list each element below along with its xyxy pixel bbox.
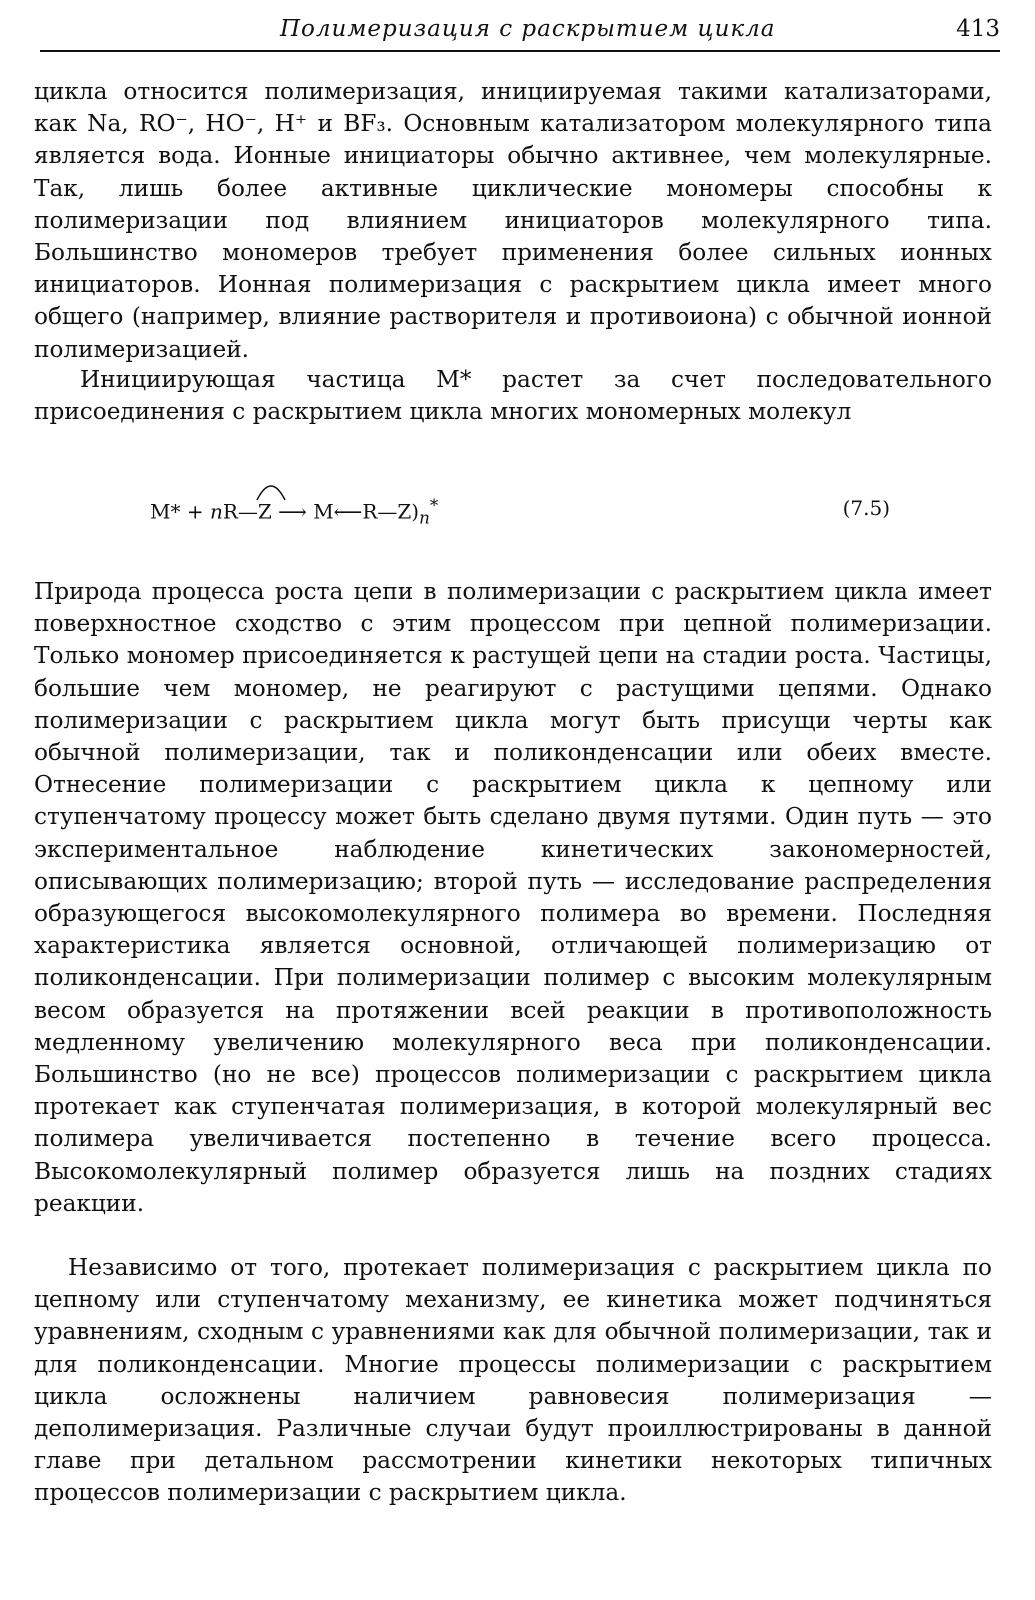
equation-subscript-n: n (419, 508, 430, 528)
paragraph-4: Независимо от того, протекает полимеризация с раскрытием цикла по цепному или ступенчатому механизму, ее кинетика может подчиняться уравнениям, сходным с уравнениями как для обычной полимеризации, так и для поликонденсации. Многие процессы полимеризации с раскрытием цикла осложнены наличием равновесия полимеризация — деполимеризация. Различные случаи будут проиллюстрированы в данной главе при детальном рассмотрении кинетики некоторых типичных процессов полимеризации с раскрытием цикла. (34, 1254, 992, 1507)
equation-superscript-star: * (429, 496, 439, 515)
equation-product: M⟵R—Z) (313, 499, 420, 524)
page-number: 413 (956, 16, 1000, 42)
running-title: Полимеризация с раскрытием цикла (280, 16, 776, 42)
paragraph-2: Инициирующая частица M* растет за счет последовательного присоединения с раскрытием цикла многих мономерных молекул (34, 366, 992, 426)
page-header (40, 10, 1000, 52)
equation-number: (7.5) (842, 496, 890, 520)
header-rule (40, 50, 1000, 52)
equation-lhs: M* + (150, 499, 210, 524)
paragraph-1: цикла относится полимеризация, инициируемая такими катализаторами, как Na, RO⁻, HO⁻, H⁺ и BF₃. Основным катализатором молекулярного типа является вода. Ионные инициаторы обычно активнее, чем молекулярные. Так, лишь более активные циклические мономеры способны к полимеризации под влиянием инициаторов молекулярного типа. Большинство мономеров требует применения более сильных ионных инициаторов. Ионная полимеризация с раскрытием цикла имеет много общего (например, влияние растворителя и противоиона) с обычной ионной полимеризацией. (34, 78, 992, 363)
equation-monomer: R—Z (222, 499, 272, 524)
paragraph-3: Природа процесса роста цепи в полимеризации с раскрытием цикла имеет поверхностное сходство с этим процессом при цепной полимеризации. Только мономер присоединяется к растущей цепи на стадии роста. Частицы, большие чем мономер, не реагируют с растущими цепями. Однако полимеризации с раскрытием цикла могут быть присущи черты как обычной полимеризации, так и поликонденсации или обеих вместе. Отнесение полимеризации с раскрытием цикла к цепному или ступенчатому процессу может быть сделано двумя путями. Один путь — это экспериментальное наблюдение кинетических закономерностей, описывающих полимеризацию; второй путь — исследование распределения образующегося высокомолекулярного полимера во времени. Последняя характеристика является основной, отличающей полимеризацию от поликонденсации. При полимеризации полимер с высоким молекулярным весом образуется на протяжении всей реакции в противоположность медленному увеличению молекулярного веса при поликонденсации. Большинство (но не все) процессов полимеризации с раскрытием цикла протекает как ступенчатая полимеризация, в которой молекулярный вес полимера увеличивается постепенно в течение всего процесса. Высокомолекулярный полимер образуется лишь на поздних стадиях реакции. (34, 578, 992, 1217)
equation-formula (150, 496, 438, 528)
equation-arrow: ⟶ (271, 499, 314, 524)
equation-n: n (209, 499, 223, 524)
equation-7-5 (150, 470, 890, 540)
